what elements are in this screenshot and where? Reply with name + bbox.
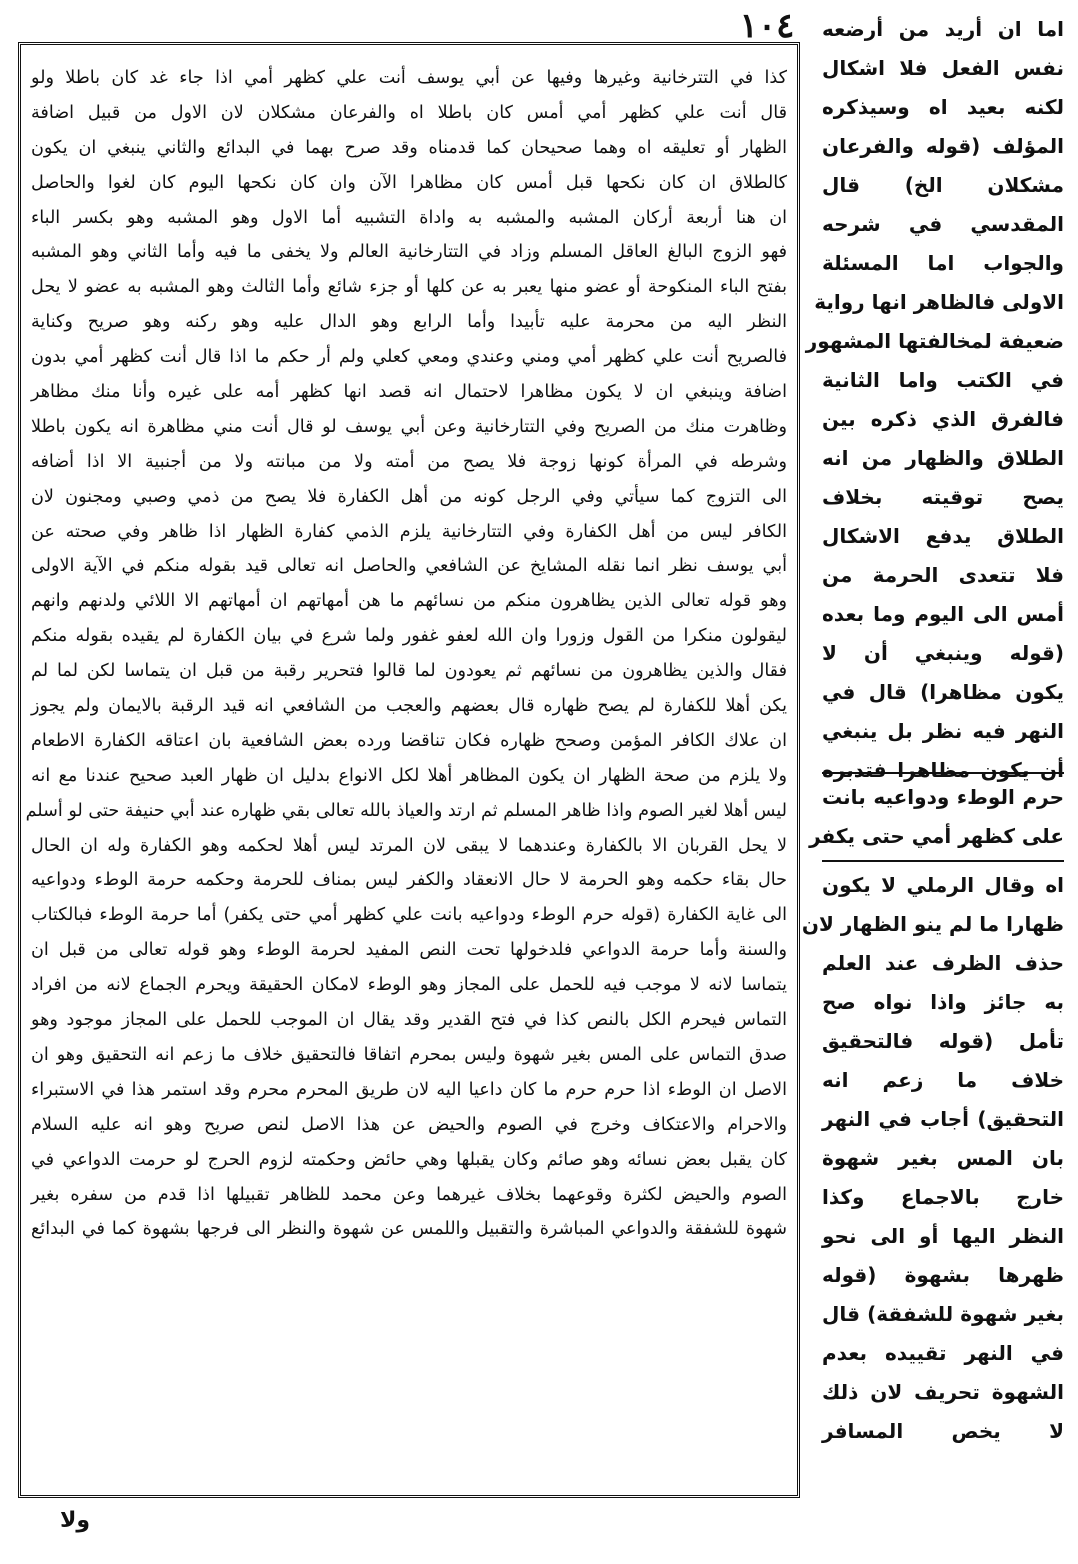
margin-line: النظر اليها أو الى نحو [822,1224,1064,1248]
margin-line: لا يخص المسافر [822,1419,1064,1443]
text-line: فقال والذين يظاهرون من نسائهم ثم يعودون لما قالوا فتحرير رقبة من قبل ان يتماسا لكن لما لم [31,661,787,682]
margin-line: نفس الفعل فلا اشكال [822,56,1064,80]
text-line: الى التزوج كما سيأتي وفي الرجل كونه من أهل الكفارة فلا يصح من ذمي وصبي ومجنون لان [31,486,787,507]
margin-line: في الكتب واما الثانية [822,368,1064,392]
text-line: فهو الزوج البالغ العاقل المسلم وزاد في التتارخانية العالم ولا يخفى ما فيه وأما الثاني وهو المشبه [31,242,787,263]
text-line: قال أنت علي كظهر أمي أمس كان باطلا اه والفرعان مشكلان لان الاول من قبيل اضافة [31,102,787,123]
text-line: التماس فيحرم الكل بالنص كذا في فتح القدير وقد يقال ان الموجب للحمل على المجاز موجود وهو [31,1010,787,1031]
margin-commentary [801,10,1064,1530]
margin-line: اه وقال الرملي لا يكون [822,873,1064,897]
text-line: لا يحل القربان الا بالكفارة وعندهما لا يبقى لان المرتد ليس أهلا لحكمه وهو الكفارة وله ان الحال [31,835,787,856]
text-line: حال بقاء حكمه وهو الحرمة لا حال الانعقاد والكفر ليس بمناف للحرمة وحكمه حرمة الوطء ودواعيه [31,870,787,891]
margin-line: يكون مظاهرا) قال في [822,680,1064,704]
margin-line: بان المس بغير شهوة [822,1146,1064,1170]
margin-line: الطلاق يدفع الاشكال [822,524,1064,548]
text-line: شهوة للشفقة والدواعي المباشرة والتقبيل واللمس عن شهوة والنظر الى فرجها بشهوة كما في البدائع [31,1219,787,1240]
margin-heading [809,778,1064,854]
catchword: ولا [60,1508,91,1533]
text-line: ان علاك الكافر المؤمن وصحح ظهاره فكان تناقضا ورده بعض الشافعية بان اعتاقه الكفارة الاطعام [31,730,787,751]
margin-line: بغير شهوة للشفقة) قال [822,1302,1064,1326]
text-line: يكن أهلا للكفارة لم يصح ظهاره قال بعضهم والعجب من الشافعي انه قيد الرقبة بالايمان ولم يجوز [31,696,787,717]
text-line: كان يقبل بعض نسائه وهو صائم وكان يقبلها وهي حائض وحكمته لزوم الحرج لو حرمت الدواعي في [31,1149,787,1170]
margin-line: المؤلف (قوله والفرعان [822,134,1064,158]
text-line: كذا في التترخانية وغيرها وفيها عن أبي يوسف أنت علي كظهر أمي اذا جاء غد كان باطلا ولو [31,68,787,88]
text-line: صدق التماس على المس بغير شهوة وليس بمحرم اتفاقا فالتحقيق خلاف ما زعم انه التحقيق وهو ان [31,1044,787,1065]
text-line: بفتح الباء المنكوحة أو عضو منها يعبر به عن كلها أو جزء شائع وأما الثالث وهو المشبه به عضو لا يحل [31,277,787,298]
text-line: الصوم والحيض لكثرة وقوعهما بخلاف غيرهما وعن محمد للظاهر تقبيلها اذا قدم من سفره بغير [31,1184,787,1205]
margin-heading-line: حرم الوطء ودواعيه بانت [822,785,1064,809]
margin-line: يصح توقيته بخلاف [822,485,1064,509]
margin-line: حذف الظرف عند العلم [822,951,1064,975]
margin-line: مشكلان الخ) قال [822,173,1064,197]
text-line: وظاهرت منك من الصريح وفي التتارخانية وعن أبي يوسف لو قال أنت مني مظاهرة انه يكون باطلا [31,416,787,437]
margin-line: الشهوة تحريف لان ذلك [822,1380,1064,1404]
text-line: ولا يلزم من صحة الظهار ان يكون المظاهر أهلا لكل الانواع بدليل ان ظهار العبد صحيح عندنا مع انه [31,765,787,786]
margin-line: خارج بالاجماع وكذا [822,1185,1064,1209]
margin-line: الاولى فالظاهر انها رواية [814,290,1064,314]
margin-line: به جائز واذا نواه صح [822,990,1064,1014]
margin-line: ظهرها بشهوة (قوله [822,1263,1064,1287]
margin-commentary-top [805,10,1064,782]
margin-line: اما ان أريد من أرضعه [822,17,1064,41]
text-line: وشرطه في المرأة كونها زوجة فلا يصح من أمته ولا من مبانته ولا من أجنبية الا اذا أضافه [31,451,787,472]
margin-line: التحقيق) أجاب في النهر [822,1107,1064,1131]
margin-line: تأمل (قوله فالتحقيق [822,1029,1064,1053]
margin-heading-line: على كظهر أمي حتى يكفر [809,824,1064,848]
text-line: ان هنا أربعة أركان المشبه والمشبه به واداة التشبيه أما الاول وهو المشبه وهو بكسر الباء [31,207,787,228]
text-line: يتماسا لانه لا موجب فيه للحمل على المجاز وهو الوطء لامكان الحقيقة ويحرم الجماع لانه من افراد [31,975,787,996]
margin-divider [822,860,1064,862]
page-number: ١٠٤ [739,6,795,46]
margin-line: الطلاق والظهار من انه [822,446,1064,470]
text-line: الى غاية الكفارة (قوله حرم الوطء ودواعيه بانت علي كظهر أمي حتى يكفر) أما حرمة الوطء فبالكتاب [31,905,787,926]
margin-line: ضعيفة لمخالفتها المشهور [805,329,1064,353]
main-text-block [18,42,800,1498]
text-line: كالطلاق ان كان نكحها قبل أمس كان مظاهرا الآن وان كان نكحها اليوم كان لغوا والحاصل [31,172,787,193]
margin-line: فالفرق الذي ذكره بين [822,407,1064,431]
margin-line: والجواب اما المسئلة [822,251,1064,275]
margin-line: خلاف ما زعم انه [822,1068,1064,1092]
margin-line: ظهارا ما لم ينو الظهار لان [801,912,1064,936]
text-line: ليس أهلا لغير الصوم واذا ظاهر المسلم ثم ارتد والعياذ بالله تعالى بقي ظهاره عند أبي حنيفة حتى لو أسلم [25,800,787,821]
text-line: وهو قوله تعالى الذين يظاهرون منكم من نسائهم ما هن أمهاتهم ان أمهاتهم الا اللائي ولدنهم وانهم [31,591,787,612]
margin-commentary-bottom [801,866,1064,1451]
text-line: النظر اليه من محرمة عليه تأبيدا وأما الرابع وهو الدال عليه وهو ركنه وهو صريح وكناية [31,312,787,333]
margin-line: أمس الى اليوم وما بعده [822,602,1064,626]
margin-line: النهر فيه نظر بل ينبغي [822,719,1064,743]
margin-line: (قوله وينبغي أن لا [822,641,1064,665]
margin-line: لكنه بعيد اه وسيذكره [822,95,1064,119]
margin-line: فلا تتعدى الحرمة من [822,563,1064,587]
margin-line: المقدسي في شرحه [822,212,1064,236]
text-line: اضافة وينبغي ان لا يكون مظاهرا لاحتمال انه قصد انها كظهر أمه على غيره وأنا منك مظاهر [31,382,787,403]
text-line: أبي يوسف نظر انما نقله المشايخ عن الشافعي والحاصل انه تعالى قيد بقوله منكم في الآية الاولى [31,556,787,577]
text-line: والاحرام والاعتكاف وخرج في الصوم والحيض عن هذا الاصل لنص صريح وهو انه عليه السلام [31,1114,787,1135]
text-line: الاصل ان الوطء اذا حرم حرم ما كان داعيا اليه لان طريق المحرم محرم وقد استمر هذا في الاستبراء [31,1079,787,1100]
text-line: فالصريح أنت علي كظهر أمي ومني وعندي ومعي كعلي ولم أر حكم ما اذا قال أنت كظهر أمي بدون [31,347,787,368]
text-line: الكافر ليس من أهل الكفارة وفي التتارخانية يلزم الذمي كفارة الظهار اذا ظاهر وفي صحته عن [31,521,787,542]
text-line: الظهار أو تعليقه اه وهما صحيحان كما قدمناه وقد صرح بهما في البدائع والثاني ينبغي ان يكون [31,137,787,158]
margin-line: في النهر تقييده بعدم [822,1341,1064,1365]
margin-line: أن يكون مظاهرا فتدبره [822,758,1064,782]
text-line: والسنة وأما حرمة الدواعي فلدخولها تحت النص المفيد لحرمة الوطء وهو قوله تعالى من قبل ان [31,940,787,961]
text-line: ليقولون منكرا من القول وزورا وان الله لعفو غفور ولما شرع في بيان الكفارة لم يقيده بقوله منكم [31,626,787,647]
